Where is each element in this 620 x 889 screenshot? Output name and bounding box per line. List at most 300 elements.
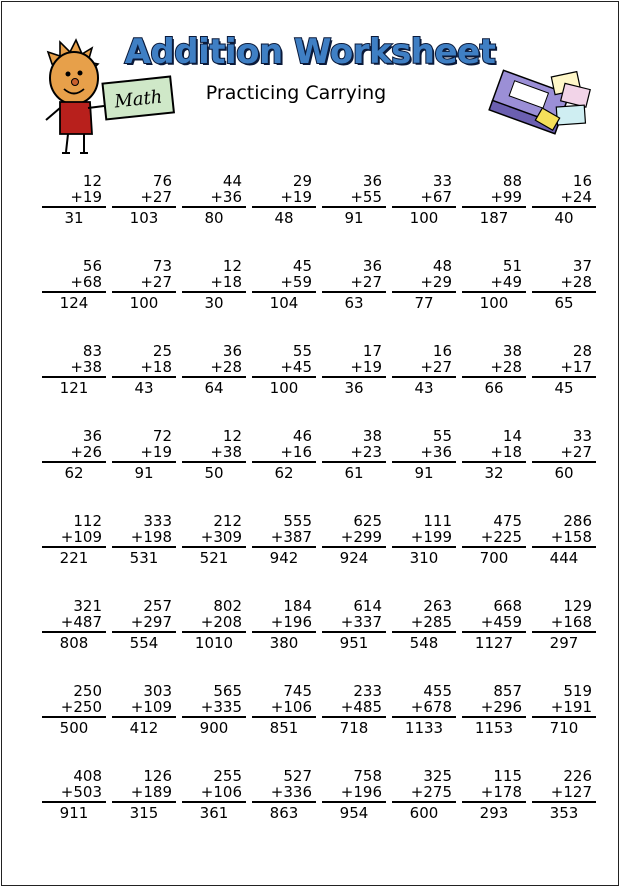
- sum-rule: [392, 461, 456, 463]
- sum-answer: 124: [59, 294, 89, 312]
- addition-problem: [118, 258, 172, 311]
- addend-bottom: +36: [210, 188, 242, 206]
- sum-rule: [322, 376, 386, 378]
- addition-problem: [48, 428, 102, 481]
- addend-top: 36: [362, 257, 382, 275]
- sum-rule: [322, 801, 386, 803]
- addend-top: 527: [283, 767, 312, 785]
- addend-top: 37: [572, 257, 592, 275]
- addend-top: 88: [502, 172, 522, 190]
- addition-problem: [258, 343, 312, 396]
- addition-problem: [398, 428, 452, 481]
- sum-answer: 808: [59, 634, 89, 652]
- addend-top: 250: [73, 682, 102, 700]
- addend-bottom: +38: [70, 358, 102, 376]
- addend-top: 45: [292, 257, 312, 275]
- sum-rule: [252, 291, 316, 293]
- addend-top: 233: [353, 682, 382, 700]
- sum-rule: [182, 206, 246, 208]
- addition-problem: [48, 258, 102, 311]
- sum-rule: [532, 376, 596, 378]
- sum-answer: 80: [204, 209, 224, 227]
- addend-bottom: +299: [340, 528, 382, 546]
- addend-bottom: +485: [340, 698, 382, 716]
- sum-rule: [462, 716, 526, 718]
- addend-top: 46: [292, 427, 312, 445]
- addition-problem: [468, 513, 522, 566]
- sum-rule: [42, 206, 106, 208]
- sum-answer: 104: [269, 294, 299, 312]
- addend-bottom: +335: [200, 698, 242, 716]
- addend-bottom: +189: [130, 783, 172, 801]
- addition-problem: [48, 598, 102, 651]
- addend-bottom: +28: [560, 273, 592, 291]
- addend-bottom: +336: [270, 783, 312, 801]
- addition-problem: [188, 258, 242, 311]
- sum-rule: [462, 206, 526, 208]
- sum-rule: [112, 376, 176, 378]
- sum-rule: [182, 291, 246, 293]
- addend-top: 129: [563, 597, 592, 615]
- sum-answer: 50: [204, 464, 224, 482]
- sum-answer: 100: [129, 294, 159, 312]
- addend-top: 802: [213, 597, 242, 615]
- addend-top: 625: [353, 512, 382, 530]
- addition-problem: [328, 598, 382, 651]
- sum-rule: [252, 631, 316, 633]
- addend-top: 184: [283, 597, 312, 615]
- addition-problem: [258, 768, 312, 821]
- sum-rule: [532, 461, 596, 463]
- addend-top: 519: [563, 682, 592, 700]
- addend-bottom: +109: [60, 528, 102, 546]
- addend-top: 16: [572, 172, 592, 190]
- sum-rule: [322, 546, 386, 548]
- addition-problem: [468, 598, 522, 651]
- sum-answer: 64: [204, 379, 224, 397]
- addend-top: 73: [152, 257, 172, 275]
- addition-problem: [188, 513, 242, 566]
- addend-bottom: +191: [550, 698, 592, 716]
- addend-top: 263: [423, 597, 452, 615]
- sum-answer: 315: [129, 804, 159, 822]
- addend-top: 112: [73, 512, 102, 530]
- problem-grid: [2, 2, 620, 889]
- addition-problem: [118, 768, 172, 821]
- addend-bottom: +109: [130, 698, 172, 716]
- addition-problem: [188, 428, 242, 481]
- sum-rule: [462, 291, 526, 293]
- sum-answer: 380: [269, 634, 299, 652]
- sum-rule: [462, 801, 526, 803]
- sum-rule: [252, 801, 316, 803]
- addition-problem: [118, 513, 172, 566]
- addition-problem: [468, 683, 522, 736]
- sum-rule: [322, 461, 386, 463]
- sum-rule: [182, 376, 246, 378]
- addend-top: 286: [563, 512, 592, 530]
- sum-rule: [532, 801, 596, 803]
- addend-top: 25: [152, 342, 172, 360]
- addend-top: 29: [292, 172, 312, 190]
- addition-problem: [258, 173, 312, 226]
- sum-answer: 100: [269, 379, 299, 397]
- addend-top: 325: [423, 767, 452, 785]
- addend-bottom: +337: [340, 613, 382, 631]
- sum-answer: 100: [479, 294, 509, 312]
- sum-rule: [42, 716, 106, 718]
- addend-top: 51: [502, 257, 522, 275]
- sum-answer: 1010: [194, 634, 234, 652]
- addend-bottom: +23: [350, 443, 382, 461]
- addend-bottom: +127: [550, 783, 592, 801]
- addend-bottom: +285: [410, 613, 452, 631]
- sum-answer: 100: [409, 209, 439, 227]
- sum-answer: 700: [479, 549, 509, 567]
- addend-top: 333: [143, 512, 172, 530]
- addend-bottom: +678: [410, 698, 452, 716]
- sum-rule: [462, 376, 526, 378]
- addend-bottom: +198: [130, 528, 172, 546]
- worksheet-page: [1, 1, 619, 886]
- sum-answer: 900: [199, 719, 229, 737]
- addend-bottom: +19: [70, 188, 102, 206]
- sum-rule: [322, 631, 386, 633]
- sum-rule: [392, 546, 456, 548]
- addition-problem: [118, 428, 172, 481]
- addend-bottom: +67: [420, 188, 452, 206]
- addend-top: 115: [493, 767, 522, 785]
- addend-bottom: +28: [490, 358, 522, 376]
- addition-problem: [398, 173, 452, 226]
- addition-problem: [538, 343, 592, 396]
- addend-top: 111: [423, 512, 452, 530]
- addend-bottom: +296: [480, 698, 522, 716]
- sum-rule: [392, 631, 456, 633]
- sum-rule: [392, 716, 456, 718]
- sum-rule: [42, 801, 106, 803]
- addend-top: 555: [283, 512, 312, 530]
- sum-rule: [42, 461, 106, 463]
- addend-top: 12: [222, 427, 242, 445]
- addition-problem: [188, 598, 242, 651]
- sum-rule: [392, 376, 456, 378]
- sum-answer: 310: [409, 549, 439, 567]
- sum-rule: [112, 291, 176, 293]
- sum-rule: [322, 716, 386, 718]
- addition-problem: [188, 768, 242, 821]
- sum-rule: [532, 631, 596, 633]
- addend-top: 36: [362, 172, 382, 190]
- addend-bottom: +27: [350, 273, 382, 291]
- sum-answer: 293: [479, 804, 509, 822]
- addend-bottom: +168: [550, 613, 592, 631]
- addend-top: 48: [432, 257, 452, 275]
- addend-bottom: +17: [560, 358, 592, 376]
- sum-answer: 361: [199, 804, 229, 822]
- sum-answer: 62: [274, 464, 294, 482]
- addition-problem: [398, 683, 452, 736]
- sum-answer: 1153: [474, 719, 514, 737]
- addend-top: 212: [213, 512, 242, 530]
- addition-problem: [328, 258, 382, 311]
- addition-problem: [328, 513, 382, 566]
- addend-bottom: +19: [350, 358, 382, 376]
- addend-top: 614: [353, 597, 382, 615]
- addend-top: 758: [353, 767, 382, 785]
- addition-problem: [538, 768, 592, 821]
- sum-answer: 66: [484, 379, 504, 397]
- sum-rule: [182, 461, 246, 463]
- addend-bottom: +196: [270, 613, 312, 631]
- sum-answer: 444: [549, 549, 579, 567]
- sum-rule: [392, 206, 456, 208]
- sum-answer: 353: [549, 804, 579, 822]
- addition-problem: [328, 173, 382, 226]
- sum-answer: 61: [344, 464, 364, 482]
- sum-rule: [532, 291, 596, 293]
- addend-top: 565: [213, 682, 242, 700]
- sum-rule: [182, 631, 246, 633]
- sum-answer: 91: [414, 464, 434, 482]
- addend-top: 55: [292, 342, 312, 360]
- sum-rule: [462, 631, 526, 633]
- sum-rule: [182, 716, 246, 718]
- sum-rule: [112, 801, 176, 803]
- addend-bottom: +99: [490, 188, 522, 206]
- addend-bottom: +27: [560, 443, 592, 461]
- addend-bottom: +24: [560, 188, 592, 206]
- addend-bottom: +38: [210, 443, 242, 461]
- sum-answer: 121: [59, 379, 89, 397]
- addend-top: 303: [143, 682, 172, 700]
- sum-rule: [532, 716, 596, 718]
- addend-bottom: +26: [70, 443, 102, 461]
- addition-problem: [398, 343, 452, 396]
- addition-problem: [468, 173, 522, 226]
- addition-problem: [258, 513, 312, 566]
- sum-answer: 554: [129, 634, 159, 652]
- addition-problem: [48, 513, 102, 566]
- addition-problem: [468, 343, 522, 396]
- sum-answer: 531: [129, 549, 159, 567]
- sum-rule: [112, 546, 176, 548]
- addend-top: 475: [493, 512, 522, 530]
- addend-bottom: +503: [60, 783, 102, 801]
- addition-problem: [328, 768, 382, 821]
- sum-answer: 942: [269, 549, 299, 567]
- sum-answer: 863: [269, 804, 299, 822]
- addend-bottom: +275: [410, 783, 452, 801]
- addend-bottom: +18: [140, 358, 172, 376]
- sign-text: Math: [113, 86, 164, 113]
- addition-problem: [398, 768, 452, 821]
- sum-answer: 924: [339, 549, 369, 567]
- sum-answer: 951: [339, 634, 369, 652]
- sum-answer: 45: [554, 379, 574, 397]
- addend-top: 72: [152, 427, 172, 445]
- sum-answer: 548: [409, 634, 439, 652]
- sum-answer: 851: [269, 719, 299, 737]
- sum-answer: 60: [554, 464, 574, 482]
- sum-answer: 43: [414, 379, 434, 397]
- sum-rule: [42, 546, 106, 548]
- addend-top: 76: [152, 172, 172, 190]
- sum-answer: 31: [64, 209, 84, 227]
- addition-problem: [328, 428, 382, 481]
- addend-bottom: +18: [210, 273, 242, 291]
- addend-top: 126: [143, 767, 172, 785]
- addition-problem: [258, 258, 312, 311]
- sum-answer: 77: [414, 294, 434, 312]
- sum-rule: [532, 546, 596, 548]
- addition-problem: [258, 683, 312, 736]
- addition-problem: [538, 258, 592, 311]
- addition-problem: [188, 343, 242, 396]
- sum-rule: [532, 206, 596, 208]
- sum-answer: 1133: [404, 719, 444, 737]
- addend-bottom: +28: [210, 358, 242, 376]
- addition-problem: [538, 173, 592, 226]
- addend-top: 14: [502, 427, 522, 445]
- addend-bottom: +29: [420, 273, 452, 291]
- sum-answer: 710: [549, 719, 579, 737]
- sum-rule: [112, 206, 176, 208]
- sum-rule: [462, 546, 526, 548]
- sum-rule: [392, 801, 456, 803]
- sum-answer: 91: [344, 209, 364, 227]
- addend-bottom: +309: [200, 528, 242, 546]
- addend-bottom: +19: [140, 443, 172, 461]
- addition-problem: [398, 258, 452, 311]
- addition-problem: [468, 258, 522, 311]
- addition-problem: [118, 598, 172, 651]
- addition-problem: [538, 683, 592, 736]
- sum-answer: 48: [274, 209, 294, 227]
- addend-top: 226: [563, 767, 592, 785]
- worksheet-subtitle: Practicing Carrying: [205, 82, 387, 104]
- addend-bottom: +250: [60, 698, 102, 716]
- addition-problem: [468, 428, 522, 481]
- addition-problem: [188, 683, 242, 736]
- addend-bottom: +387: [270, 528, 312, 546]
- addend-bottom: +16: [280, 443, 312, 461]
- addend-bottom: +68: [70, 273, 102, 291]
- addend-bottom: +225: [480, 528, 522, 546]
- worksheet-title: Addition Worksheet: [124, 32, 496, 72]
- addend-top: 668: [493, 597, 522, 615]
- addition-problem: [48, 768, 102, 821]
- addition-problem: [468, 768, 522, 821]
- addend-bottom: +27: [140, 273, 172, 291]
- addend-bottom: +45: [280, 358, 312, 376]
- sum-answer: 40: [554, 209, 574, 227]
- addend-bottom: +36: [420, 443, 452, 461]
- sum-answer: 600: [409, 804, 439, 822]
- sum-rule: [462, 461, 526, 463]
- addend-top: 33: [572, 427, 592, 445]
- addend-bottom: +459: [480, 613, 522, 631]
- addend-top: 36: [222, 342, 242, 360]
- sum-answer: 32: [484, 464, 504, 482]
- sum-answer: 187: [479, 209, 509, 227]
- addend-top: 55: [432, 427, 452, 445]
- addend-top: 12: [222, 257, 242, 275]
- sum-rule: [182, 801, 246, 803]
- addend-bottom: +487: [60, 613, 102, 631]
- addend-top: 38: [502, 342, 522, 360]
- sum-rule: [392, 291, 456, 293]
- addend-bottom: +49: [490, 273, 522, 291]
- sum-rule: [112, 461, 176, 463]
- addend-bottom: +106: [270, 698, 312, 716]
- addend-top: 83: [82, 342, 102, 360]
- sum-answer: 1127: [474, 634, 514, 652]
- addend-top: 36: [82, 427, 102, 445]
- addend-top: 257: [143, 597, 172, 615]
- sum-answer: 221: [59, 549, 89, 567]
- addend-bottom: +297: [130, 613, 172, 631]
- addend-top: 56: [82, 257, 102, 275]
- addition-problem: [48, 343, 102, 396]
- sum-rule: [42, 631, 106, 633]
- sum-answer: 297: [549, 634, 579, 652]
- addend-top: 321: [73, 597, 102, 615]
- sum-rule: [112, 716, 176, 718]
- addition-problem: [118, 343, 172, 396]
- addend-top: 44: [222, 172, 242, 190]
- sum-answer: 521: [199, 549, 229, 567]
- addend-top: 33: [432, 172, 452, 190]
- addend-bottom: +18: [490, 443, 522, 461]
- addition-problem: [118, 683, 172, 736]
- sum-rule: [252, 461, 316, 463]
- addend-top: 17: [362, 342, 382, 360]
- addend-top: 28: [572, 342, 592, 360]
- sum-answer: 63: [344, 294, 364, 312]
- addition-problem: [398, 513, 452, 566]
- sum-answer: 30: [204, 294, 224, 312]
- addend-top: 38: [362, 427, 382, 445]
- addition-problem: [538, 513, 592, 566]
- addend-bottom: +199: [410, 528, 452, 546]
- addition-problem: [328, 343, 382, 396]
- addend-top: 857: [493, 682, 522, 700]
- addend-top: 16: [432, 342, 452, 360]
- addition-problem: [258, 428, 312, 481]
- addend-bottom: +27: [420, 358, 452, 376]
- sum-answer: 103: [129, 209, 159, 227]
- sum-answer: 36: [344, 379, 364, 397]
- addition-problem: [188, 173, 242, 226]
- addend-top: 408: [73, 767, 102, 785]
- addition-problem: [118, 173, 172, 226]
- addend-bottom: +106: [200, 783, 242, 801]
- sum-answer: 412: [129, 719, 159, 737]
- addend-bottom: +178: [480, 783, 522, 801]
- addition-problem: [538, 598, 592, 651]
- sum-rule: [252, 546, 316, 548]
- addend-bottom: +27: [140, 188, 172, 206]
- sum-rule: [112, 631, 176, 633]
- sum-rule: [252, 716, 316, 718]
- addition-problem: [538, 428, 592, 481]
- addend-top: 255: [213, 767, 242, 785]
- sum-answer: 718: [339, 719, 369, 737]
- sum-answer: 62: [64, 464, 84, 482]
- addend-bottom: +55: [350, 188, 382, 206]
- addend-bottom: +19: [280, 188, 312, 206]
